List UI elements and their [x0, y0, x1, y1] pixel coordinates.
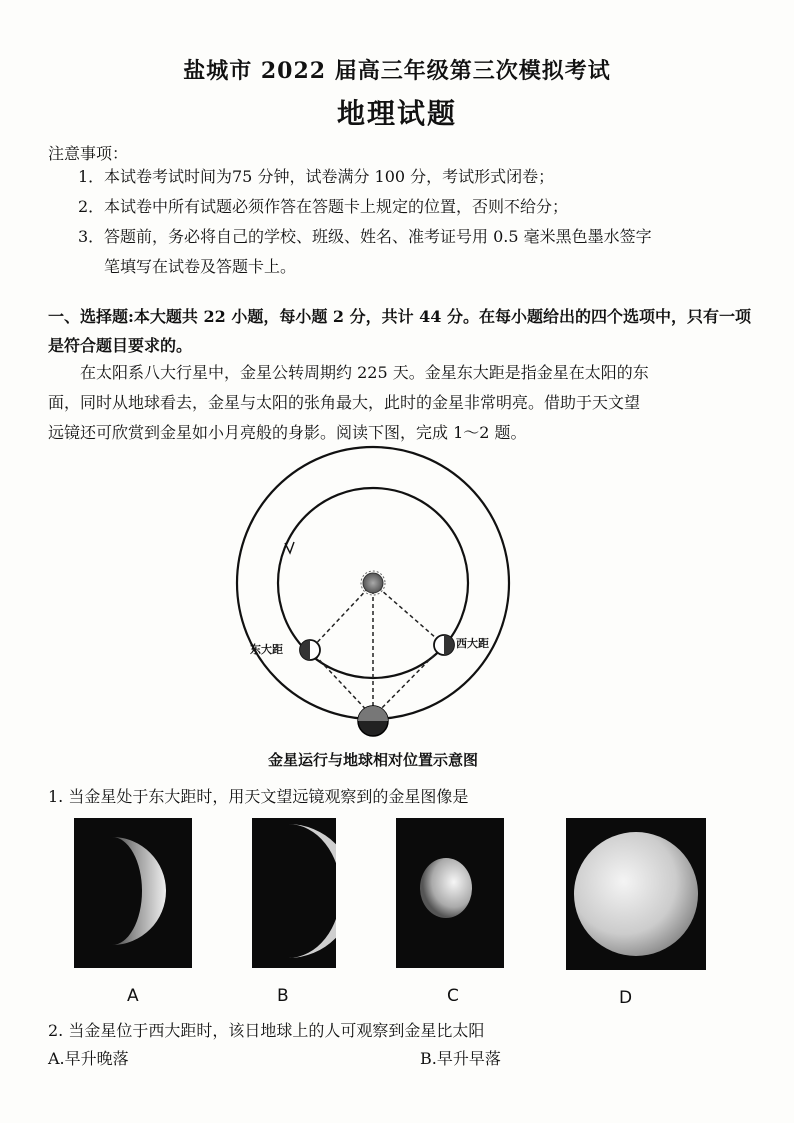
image-label-a: A: [127, 986, 139, 1006]
notice-number: 2．: [78, 197, 105, 216]
question-1: 1. 当金星处于东大距时，用天文望远镜观察到的金星图像是: [48, 787, 469, 806]
q2-option-a[interactable]: A.早升晚落: [48, 1049, 129, 1068]
image-label-c: C: [447, 986, 459, 1006]
half-venus-image: [74, 818, 192, 968]
crescent-venus-image: [252, 818, 336, 968]
passage-line-1: 在太阳系八大行星中，金星公转周期约 225 天。金星东大距是指金星在太阳的东: [80, 363, 649, 382]
venus-west-icon: [434, 635, 454, 655]
section-heading: 一、选择题:本大题共 22 小题，每小题 2 分，共计 44 分。在每小题给出的四个选项中，只有一项是符合题目要求的。: [48, 307, 751, 355]
notice-heading: 注意事项：: [48, 144, 129, 163]
venus-photo-d: [566, 818, 706, 970]
passage-line-2: 面，同时从地球看去，金星与太阳的张角最大，此时的金星非常明亮。借助于天文望: [48, 393, 641, 412]
notice-text: 本试卷考试时间为75 分钟，试卷满分 100 分，考试形式闭卷；: [104, 167, 555, 186]
notice-item-3: [78, 222, 758, 252]
west-to-earth-line: [373, 645, 444, 717]
image-label-b: B: [277, 986, 289, 1006]
subject-title: 地理试题: [336, 97, 457, 130]
notice-text: 本试卷中所有试题必须作答在答题卡上规定的位置，否则不给分；: [104, 197, 569, 216]
venus-east-icon: [300, 640, 320, 660]
sun-to-west-line: [373, 583, 444, 645]
orbit-diagram: [230, 445, 530, 775]
notice-item-1: [78, 162, 758, 192]
gibbous-venus-image: [396, 818, 504, 968]
notice-number: 1．: [78, 167, 105, 186]
passage-line-3: 远镜还可欣赏到金星如小月亮般的身影。阅读下图，完成 1～2 题。: [48, 423, 527, 442]
notice-text: 答题前，务必将自己的学校、班级、姓名、准考证号用 0.5 毫米黑色墨水签字: [104, 227, 652, 246]
q2-option-b[interactable]: B.早升早落: [420, 1049, 501, 1068]
venus-photo-c: [396, 818, 504, 968]
notice-item-2: [78, 192, 758, 222]
venus-photo-b: [252, 818, 336, 968]
full-venus-image: [566, 818, 706, 970]
question-2: 2. 当金星位于西大距时，该日地球上的人可观察到金星比太阳: [48, 1021, 485, 1040]
notice-number: 3．: [78, 227, 105, 246]
notice-item-3-continued: 笔填写在试卷及答题卡上。: [104, 257, 297, 276]
image-label-d: D: [619, 988, 633, 1008]
sun-to-east-line: [310, 583, 373, 650]
figure-caption: 金星运行与地球相对位置示意图: [267, 751, 479, 769]
east-elongation-label: 东大距: [250, 643, 283, 656]
exam-title: 盐城市 2022 届高三年级第三次模拟考试: [183, 58, 611, 84]
sun-icon: [361, 571, 385, 595]
venus-photo-a: [74, 818, 192, 968]
west-elongation-label: 西大距: [456, 637, 489, 650]
earth-icon: [358, 706, 388, 736]
